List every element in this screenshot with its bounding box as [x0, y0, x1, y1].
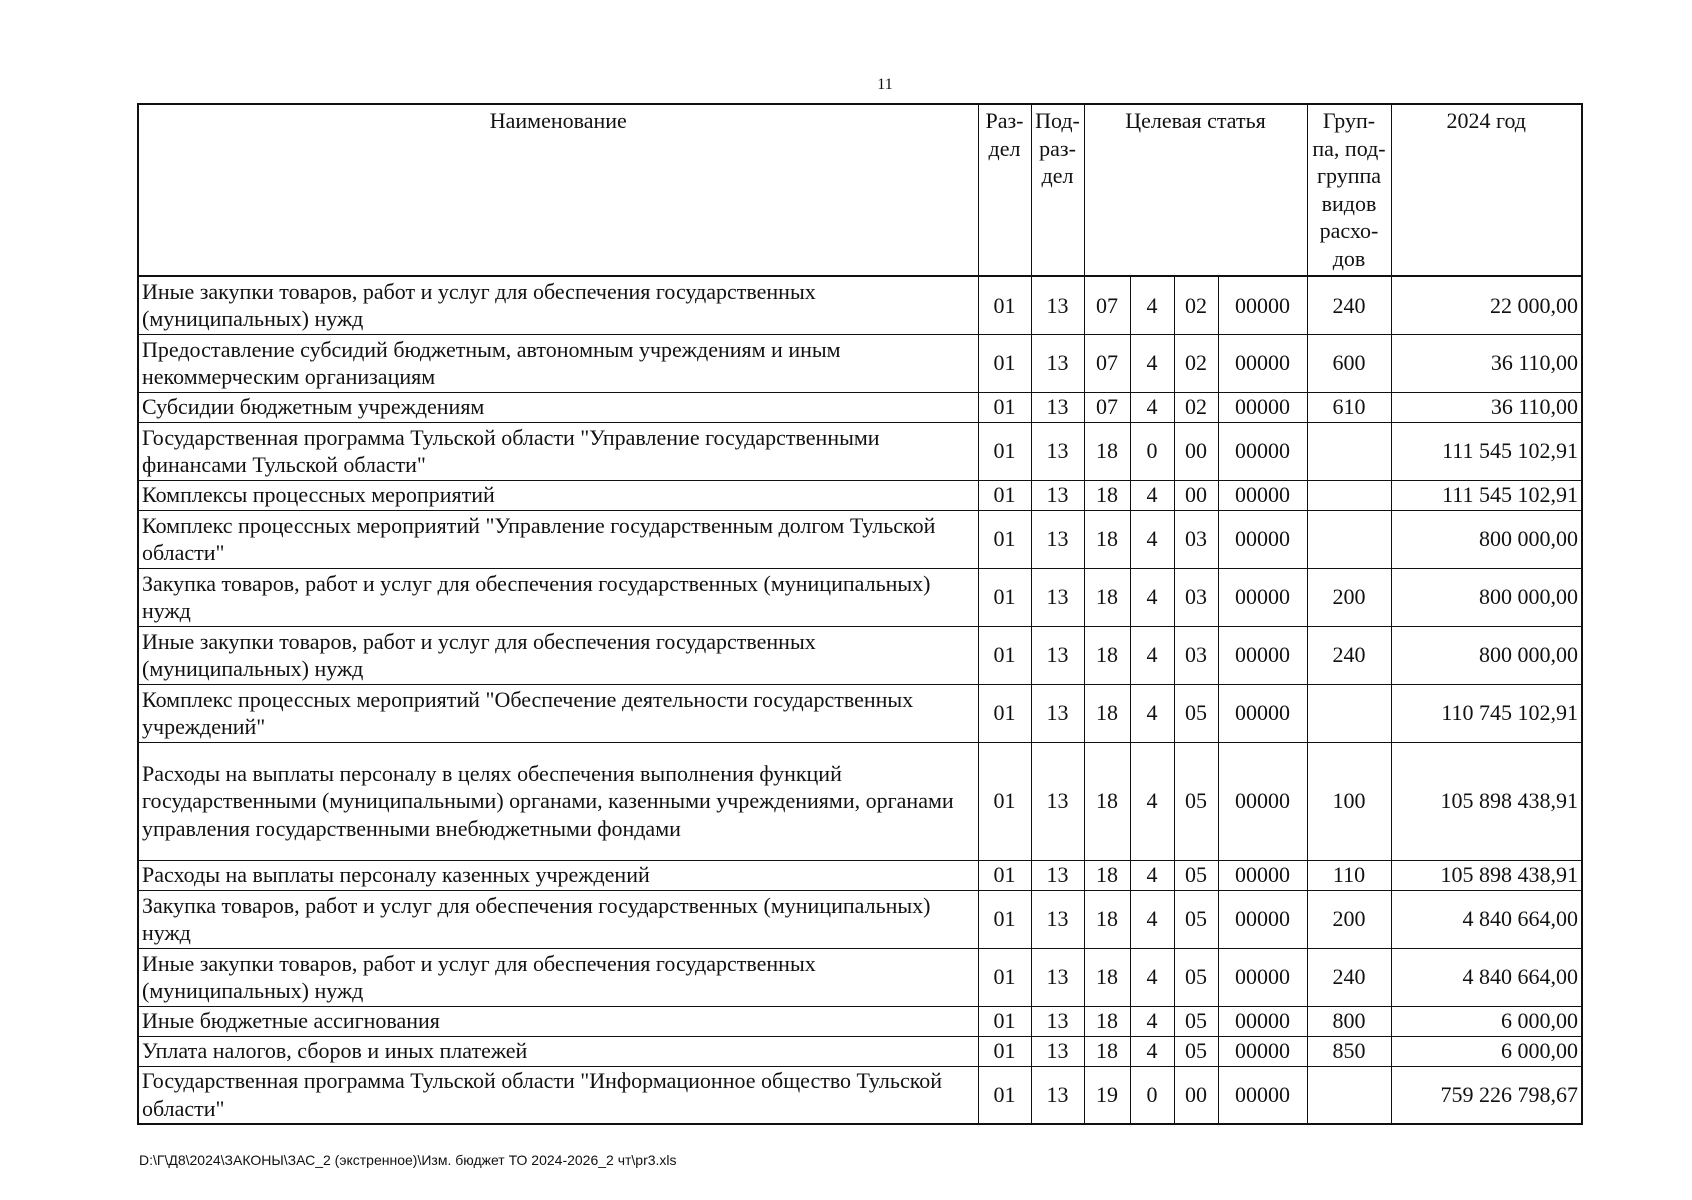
row-name: Государственная программа Тульской области "Управление государственными финансами Тульской области": [138, 422, 978, 480]
row-celevaya-type: 4: [1130, 1036, 1174, 1066]
row-amount-2024: 4 840 664,00: [1391, 948, 1582, 1006]
row-name: Комплекс процессных мероприятий "Управление государственным долгом Тульской области": [138, 510, 978, 568]
header-razdel-text: Раз-дел: [985, 108, 1024, 161]
header-gruppa: Груп-па, под-группа видов расхо-дов: [1307, 104, 1391, 276]
row-amount-2024: 22 000,00: [1391, 276, 1582, 334]
row-podrazdel: 13: [1031, 422, 1084, 480]
row-celevaya-program: 18: [1084, 626, 1130, 684]
table-row: [138, 422, 1582, 480]
table-row: [138, 684, 1582, 742]
row-celevaya-direction: 00000: [1218, 1006, 1307, 1036]
row-amount-2024: 800 000,00: [1391, 568, 1582, 626]
row-celevaya-program: 18: [1084, 510, 1130, 568]
row-name: Предоставление субсидий бюджетным, автономным учреждениям и иным некоммерческим организациям: [138, 334, 978, 392]
row-celevaya-type: 4: [1130, 890, 1174, 948]
row-celevaya-type: 4: [1130, 276, 1174, 334]
header-razdel: [978, 104, 1031, 276]
row-celevaya-type: 0: [1130, 1066, 1174, 1124]
row-celevaya-sub: 00: [1174, 422, 1218, 480]
row-name: Иные закупки товаров, работ и услуг для обеспечения государственных (муниципальных) нужд: [138, 276, 978, 334]
row-name: Государственная программа Тульской области "Информационное общество Тульской области": [138, 1066, 978, 1124]
table-row: [138, 334, 1582, 392]
row-celevaya-sub: 03: [1174, 510, 1218, 568]
row-celevaya-program: 07: [1084, 392, 1130, 422]
row-celevaya-program: 18: [1084, 890, 1130, 948]
row-vid-rashodov: 800: [1307, 1006, 1391, 1036]
table-row: [138, 1006, 1582, 1036]
row-podrazdel: 13: [1031, 568, 1084, 626]
row-vid-rashodov: 600: [1307, 334, 1391, 392]
row-vid-rashodov: [1307, 510, 1391, 568]
row-celevaya-sub: 00: [1174, 480, 1218, 510]
row-celevaya-program: 18: [1084, 1006, 1130, 1036]
row-celevaya-type: 4: [1130, 392, 1174, 422]
table-row: [138, 860, 1582, 890]
row-celevaya-direction: 00000: [1218, 480, 1307, 510]
row-amount-2024: 36 110,00: [1391, 392, 1582, 422]
row-celevaya-sub: 03: [1174, 626, 1218, 684]
row-vid-rashodov: 240: [1307, 276, 1391, 334]
row-celevaya-program: 07: [1084, 276, 1130, 334]
row-razdel: 01: [978, 480, 1031, 510]
row-celevaya-program: 19: [1084, 1066, 1130, 1124]
row-name: Иные бюджетные ассигнования: [138, 1006, 978, 1036]
row-name: Расходы на выплаты персоналу в целях обеспечения выполнения функций государственными (муниципальными) органами, казенными учреждениями, органами управления государственными внебюджетными фондами: [138, 742, 978, 860]
row-celevaya-direction: 00000: [1218, 742, 1307, 860]
table-row: [138, 568, 1582, 626]
header-celevaya-statya: Целевая статья: [1084, 104, 1307, 276]
row-celevaya-direction: 00000: [1218, 334, 1307, 392]
row-amount-2024: 6 000,00: [1391, 1006, 1582, 1036]
row-celevaya-program: 07: [1084, 334, 1130, 392]
row-razdel: 01: [978, 392, 1031, 422]
row-razdel: 01: [978, 276, 1031, 334]
row-celevaya-sub: 00: [1174, 1066, 1218, 1124]
row-podrazdel: 13: [1031, 392, 1084, 422]
row-celevaya-direction: 00000: [1218, 890, 1307, 948]
row-celevaya-sub: 05: [1174, 890, 1218, 948]
row-amount-2024: 6 000,00: [1391, 1036, 1582, 1066]
row-razdel: 01: [978, 422, 1031, 480]
row-vid-rashodov: [1307, 1066, 1391, 1124]
row-name: Уплата налогов, сборов и иных платежей: [138, 1036, 978, 1066]
row-amount-2024: 36 110,00: [1391, 334, 1582, 392]
row-name: Комплекс процессных мероприятий "Обеспечение деятельности государственных учреждений": [138, 684, 978, 742]
row-razdel: 01: [978, 890, 1031, 948]
row-name: Комплексы процессных мероприятий: [138, 480, 978, 510]
row-vid-rashodov: 610: [1307, 392, 1391, 422]
row-celevaya-sub: 03: [1174, 568, 1218, 626]
row-amount-2024: 800 000,00: [1391, 510, 1582, 568]
table-row: [138, 742, 1582, 860]
row-razdel: 01: [978, 1006, 1031, 1036]
row-name: Закупка товаров, работ и услуг для обеспечения государственных (муниципальных) нужд: [138, 568, 978, 626]
row-vid-rashodov: 100: [1307, 742, 1391, 860]
row-vid-rashodov: [1307, 480, 1391, 510]
footer-file-path: D:\Г\Д8\2024\ЗАКОНЫ\ЗАС_2 (экстренное)\Изм. бюджет ТО 2024-2026_2 чт\pr3.xls: [139, 1152, 677, 1168]
row-celevaya-direction: 00000: [1218, 392, 1307, 422]
row-podrazdel: 13: [1031, 684, 1084, 742]
row-celevaya-sub: 02: [1174, 392, 1218, 422]
row-amount-2024: 105 898 438,91: [1391, 860, 1582, 890]
row-podrazdel: 13: [1031, 1036, 1084, 1066]
row-vid-rashodov: [1307, 684, 1391, 742]
row-name: Иные закупки товаров, работ и услуг для обеспечения государственных (муниципальных) нужд: [138, 948, 978, 1006]
row-podrazdel: 13: [1031, 948, 1084, 1006]
row-celevaya-sub: 05: [1174, 684, 1218, 742]
row-razdel: 01: [978, 684, 1031, 742]
row-celevaya-type: 4: [1130, 684, 1174, 742]
row-celevaya-program: 18: [1084, 480, 1130, 510]
row-name: Субсидии бюджетным учреждениям: [138, 392, 978, 422]
row-celevaya-program: 18: [1084, 948, 1130, 1006]
header-name: Наименование: [138, 104, 978, 276]
table-row: [138, 1036, 1582, 1066]
row-celevaya-program: 18: [1084, 860, 1130, 890]
page-number: 11: [877, 76, 893, 93]
row-celevaya-direction: 00000: [1218, 684, 1307, 742]
row-razdel: 01: [978, 510, 1031, 568]
row-podrazdel: 13: [1031, 860, 1084, 890]
row-podrazdel: 13: [1031, 742, 1084, 860]
row-celevaya-direction: 00000: [1218, 422, 1307, 480]
row-celevaya-direction: 00000: [1218, 1066, 1307, 1124]
row-amount-2024: 759 226 798,67: [1391, 1066, 1582, 1124]
row-celevaya-sub: 05: [1174, 948, 1218, 1006]
table-body: [138, 276, 1582, 1124]
table-row: [138, 392, 1582, 422]
table-row: [138, 948, 1582, 1006]
row-razdel: 01: [978, 568, 1031, 626]
row-vid-rashodov: 200: [1307, 890, 1391, 948]
row-podrazdel: 13: [1031, 890, 1084, 948]
row-vid-rashodov: 200: [1307, 568, 1391, 626]
row-name: Расходы на выплаты персоналу казенных учреждений: [138, 860, 978, 890]
header-podrazdel-text: Под-раз-дел: [1035, 108, 1080, 188]
table-row: [138, 276, 1582, 334]
table-row: [138, 480, 1582, 510]
row-razdel: 01: [978, 948, 1031, 1006]
row-celevaya-direction: 00000: [1218, 948, 1307, 1006]
row-celevaya-direction: 00000: [1218, 860, 1307, 890]
row-celevaya-sub: 05: [1174, 1006, 1218, 1036]
row-vid-rashodov: 110: [1307, 860, 1391, 890]
row-razdel: 01: [978, 626, 1031, 684]
row-celevaya-sub: 05: [1174, 860, 1218, 890]
row-podrazdel: 13: [1031, 334, 1084, 392]
row-celevaya-sub: 05: [1174, 1036, 1218, 1066]
row-vid-rashodov: 240: [1307, 948, 1391, 1006]
row-razdel: 01: [978, 860, 1031, 890]
row-podrazdel: 13: [1031, 626, 1084, 684]
header-podrazdel: [1031, 104, 1084, 276]
row-celevaya-direction: 00000: [1218, 626, 1307, 684]
row-amount-2024: 800 000,00: [1391, 626, 1582, 684]
row-celevaya-sub: 05: [1174, 742, 1218, 860]
row-podrazdel: 13: [1031, 480, 1084, 510]
row-celevaya-type: 4: [1130, 860, 1174, 890]
row-amount-2024: 111 545 102,91: [1391, 422, 1582, 480]
row-vid-rashodov: 850: [1307, 1036, 1391, 1066]
row-celevaya-type: 4: [1130, 948, 1174, 1006]
row-celevaya-program: 18: [1084, 568, 1130, 626]
row-celevaya-type: 4: [1130, 742, 1174, 860]
row-name: Иные закупки товаров, работ и услуг для обеспечения государственных (муниципальных) нужд: [138, 626, 978, 684]
row-celevaya-sub: 02: [1174, 334, 1218, 392]
table-row: [138, 626, 1582, 684]
row-celevaya-direction: 00000: [1218, 510, 1307, 568]
row-vid-rashodov: [1307, 422, 1391, 480]
row-celevaya-type: 4: [1130, 1006, 1174, 1036]
row-razdel: 01: [978, 742, 1031, 860]
row-name: Закупка товаров, работ и услуг для обеспечения государственных (муниципальных) нужд: [138, 890, 978, 948]
row-celevaya-program: 18: [1084, 1036, 1130, 1066]
row-celevaya-program: 18: [1084, 742, 1130, 860]
row-celevaya-direction: 00000: [1218, 568, 1307, 626]
row-razdel: 01: [978, 1066, 1031, 1124]
row-celevaya-type: 4: [1130, 568, 1174, 626]
row-vid-rashodov: 240: [1307, 626, 1391, 684]
table-row: [138, 890, 1582, 948]
row-celevaya-type: 4: [1130, 334, 1174, 392]
row-amount-2024: 4 840 664,00: [1391, 890, 1582, 948]
row-amount-2024: 105 898 438,91: [1391, 742, 1582, 860]
table-row: [138, 1066, 1582, 1124]
row-podrazdel: 13: [1031, 1006, 1084, 1036]
header-year: 2024 год: [1391, 104, 1582, 276]
row-razdel: 01: [978, 1036, 1031, 1066]
row-razdel: 01: [978, 334, 1031, 392]
row-celevaya-type: 4: [1130, 480, 1174, 510]
row-podrazdel: 13: [1031, 1066, 1084, 1124]
row-celevaya-direction: 00000: [1218, 276, 1307, 334]
row-celevaya-program: 18: [1084, 684, 1130, 742]
row-podrazdel: 13: [1031, 276, 1084, 334]
row-celevaya-type: 4: [1130, 510, 1174, 568]
budget-table: [137, 103, 1583, 1125]
row-podrazdel: 13: [1031, 510, 1084, 568]
row-celevaya-sub: 02: [1174, 276, 1218, 334]
row-celevaya-type: 0: [1130, 422, 1174, 480]
table-header-row: [138, 104, 1582, 276]
row-celevaya-direction: 00000: [1218, 1036, 1307, 1066]
row-celevaya-program: 18: [1084, 422, 1130, 480]
row-amount-2024: 110 745 102,91: [1391, 684, 1582, 742]
row-amount-2024: 111 545 102,91: [1391, 480, 1582, 510]
table-row: [138, 510, 1582, 568]
row-celevaya-type: 4: [1130, 626, 1174, 684]
